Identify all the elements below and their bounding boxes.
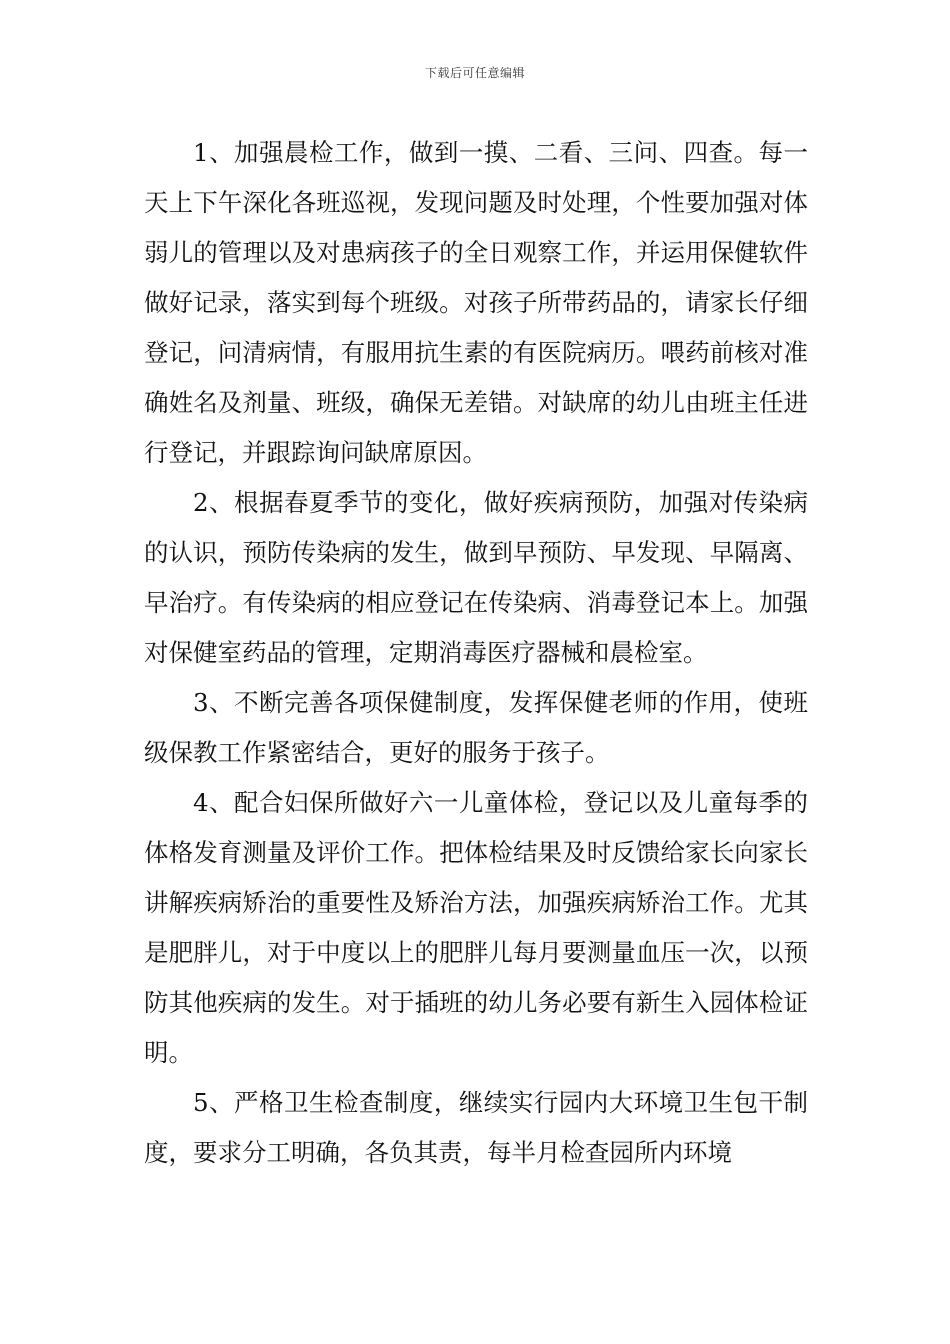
page-header-note: 下载后可任意编辑 <box>424 66 525 80</box>
paragraph-1: 1、加强晨检工作，做到一摸、二看、三问、四查。每一天上下午深化各班巡视，发现问题及时处理，个性要加强对体弱儿的管理以及对患病孩子的全日观察工作，并运用保健软件做好记录，落实到每个班级。对孩子所带药品的，请家长仔细登记，问清病情，有服用抗生素的有医院病历。喂药前核对准确姓名及剂量、班级，确保无差错。对缺席的幼儿由班主任进行登记，并跟踪询问缺席原因。 <box>144 138 808 467</box>
paragraph-5: 5、严格卫生检查制度，继续实行园内大环境卫生包干制度，要求分工明确，各负其责，每半月检查园所内环境 <box>144 1088 808 1167</box>
document-body <box>144 128 808 1178</box>
paragraph-3: 3、不断完善各项保健制度，发挥保健老师的作用，使班级保教工作紧密结合，更好的服务于孩子。 <box>144 688 808 767</box>
paragraph-2: 2、根据春夏季节的变化，做好疾病预防，加强对传染病的认识，预防传染病的发生，做到早预防、早发现、早隔离、早治疗。有传染病的相应登记在传染病、消毒登记本上。加强对保健室药品的管理，定期消毒医疗器械和晨检室。 <box>144 488 808 667</box>
paragraph-4: 4、配合妇保所做好六一儿童体检，登记以及儿童每季的体格发育测量及评价工作。把体检结果及时反馈给家长向家长讲解疾病矫治的重要性及矫治方法，加强疾病矫治工作。尤其是肥胖儿，对于中度以上的肥胖儿每月要测量血压一次，以预防其他疾病的发生。对于插班的幼儿务必要有新生入园体检证明。 <box>144 788 808 1067</box>
